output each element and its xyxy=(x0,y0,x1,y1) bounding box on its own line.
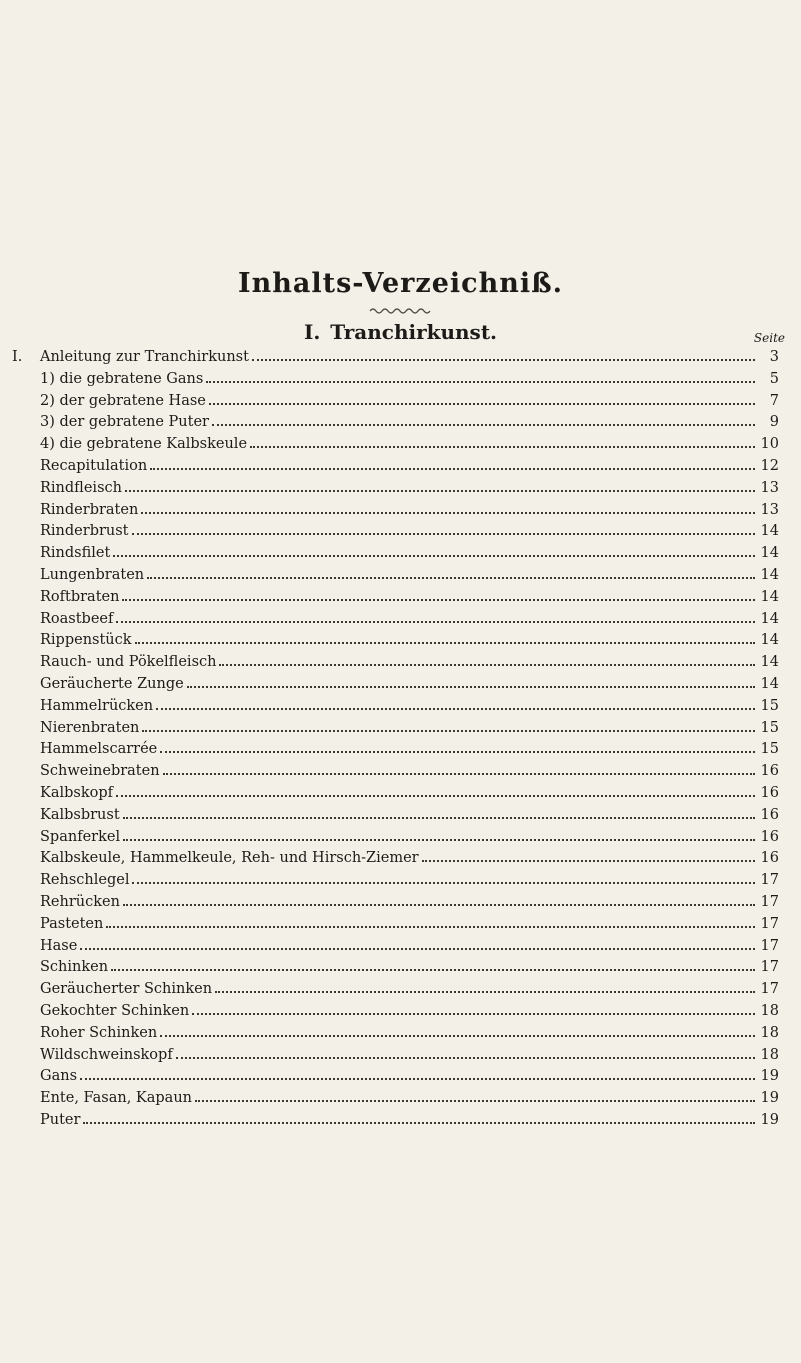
dot-leader xyxy=(160,751,755,753)
toc-entry xyxy=(0,957,801,979)
toc-entry-row xyxy=(40,892,779,914)
toc-entry xyxy=(0,805,801,827)
dot-leader xyxy=(111,969,755,971)
toc-entry-label: Rinderbrust xyxy=(40,523,129,540)
toc-entry-page: 15 xyxy=(760,719,779,736)
toc-entry-row xyxy=(40,674,779,696)
toc-entry-label: Hase xyxy=(40,937,78,954)
toc-entry-page: 19 xyxy=(760,1111,779,1128)
toc-entry xyxy=(0,630,801,652)
toc-entry-label: Gekochter Schinken xyxy=(40,1002,190,1019)
toc-entry-page: 15 xyxy=(760,697,779,714)
toc-entry-label: Ente, Fasan, Kapaun xyxy=(40,1090,192,1107)
section-title: Tranchirkunst. xyxy=(330,320,498,344)
toc-entry-row xyxy=(40,739,779,761)
toc-entry-page: 18 xyxy=(760,1002,779,1019)
dot-leader xyxy=(176,1057,755,1059)
toc-entry-row xyxy=(40,936,779,958)
toc-entry-row xyxy=(40,369,779,391)
toc-entry xyxy=(0,543,801,565)
toc-entry-label: Rindfleisch xyxy=(40,479,122,496)
toc-entry-label: 4) die gebratene Kalbskeule xyxy=(40,436,248,453)
section-heading xyxy=(0,320,801,344)
toc-entry-page: 16 xyxy=(760,784,779,801)
toc-entry-page: 14 xyxy=(760,588,779,605)
toc-entry xyxy=(0,587,801,609)
toc-entry-row xyxy=(40,1088,779,1110)
toc-entry-label: Rindsfilet xyxy=(40,545,111,562)
toc-entry-row xyxy=(40,696,779,718)
toc-entry-page: 16 xyxy=(760,763,779,780)
dot-leader xyxy=(123,817,755,819)
toc-list xyxy=(0,347,801,1132)
dot-leader xyxy=(122,599,755,601)
toc-entry xyxy=(0,761,801,783)
toc-entry xyxy=(0,1066,801,1088)
toc-entry-page: 17 xyxy=(760,915,779,932)
toc-entry-page: 9 xyxy=(769,414,779,431)
toc-entry-label: Geräucherter Schinken xyxy=(40,981,213,998)
toc-entry-label: Lungenbraten xyxy=(40,566,145,583)
page-title: Inhalts-Verzeichniß. xyxy=(237,268,564,299)
toc-entry-page: 19 xyxy=(760,1068,779,1085)
toc-entry-label: Rauch- und Pökelfleisch xyxy=(40,654,217,671)
toc-entry-row xyxy=(40,630,779,652)
toc-entry-label: 3) der gebratene Puter xyxy=(40,414,209,431)
toc-entry xyxy=(0,369,801,391)
toc-entry-row xyxy=(40,1001,779,1023)
toc-entry xyxy=(0,347,801,369)
toc-entry xyxy=(0,914,801,936)
dot-leader xyxy=(132,882,755,884)
dot-leader xyxy=(252,359,755,361)
toc-entry-row xyxy=(40,565,779,587)
toc-entry-page: 13 xyxy=(760,479,779,496)
dot-leader xyxy=(80,1078,755,1080)
dot-leader xyxy=(209,403,755,405)
toc-entry-label: Kalbskopf xyxy=(40,784,114,801)
toc-entry-page: 14 xyxy=(760,566,779,583)
toc-entry-page: 19 xyxy=(760,1090,779,1107)
toc-entry-label: Puter xyxy=(40,1111,81,1128)
toc-entry-page: 3 xyxy=(769,349,779,365)
toc-entry xyxy=(0,827,801,849)
toc-entry-row xyxy=(40,391,779,413)
dot-leader xyxy=(215,991,755,993)
toc-entry xyxy=(0,783,801,805)
section-number: I. xyxy=(303,320,321,344)
toc-entry-row xyxy=(40,456,779,478)
page-column-label: Seite xyxy=(753,331,785,345)
toc-entry-label: Schinken xyxy=(40,959,109,976)
toc-entry-row xyxy=(40,914,779,936)
toc-entry-row xyxy=(40,1023,779,1045)
toc-entry xyxy=(0,718,801,740)
toc-entry-label: Anleitung zur Tranchirkunst xyxy=(40,349,249,365)
toc-entry-label: Rinderbraten xyxy=(40,501,139,518)
toc-entry-row xyxy=(40,979,779,1001)
toc-entry xyxy=(0,609,801,631)
dot-leader xyxy=(187,686,755,688)
toc-entry-label: Recapitulation xyxy=(40,457,148,474)
toc-entry-row xyxy=(40,587,779,609)
toc-entry xyxy=(0,696,801,718)
toc-entry-row xyxy=(40,848,779,870)
toc-entry-row xyxy=(40,761,779,783)
dot-leader xyxy=(80,948,755,950)
toc-entry-label: Roftbraten xyxy=(40,588,120,605)
dot-leader xyxy=(156,708,755,710)
toc-entry-label: Rippenstück xyxy=(40,632,132,649)
toc-entry-row xyxy=(40,1110,779,1132)
toc-entry-label: Hammelscarrée xyxy=(40,741,158,758)
toc-entry-roman: I. xyxy=(12,349,23,365)
toc-entry-page: 17 xyxy=(760,937,779,954)
toc-entry-label: Gans xyxy=(40,1068,78,1085)
toc-entry-label: Rehschlegel xyxy=(40,872,130,889)
toc-entry-label: Pasteten xyxy=(40,915,104,932)
toc-entry-page: 17 xyxy=(760,959,779,976)
dot-leader xyxy=(135,642,755,644)
toc-entry xyxy=(0,478,801,500)
toc-entry-page: 15 xyxy=(760,741,779,758)
toc-entry-page: 14 xyxy=(760,675,779,692)
toc-entry xyxy=(0,1023,801,1045)
toc-entry xyxy=(0,739,801,761)
dot-leader xyxy=(192,1013,755,1015)
toc-entry-row xyxy=(40,412,779,434)
dot-leader xyxy=(147,577,755,579)
toc-entry xyxy=(0,674,801,696)
toc-entry-page: 13 xyxy=(760,501,779,518)
toc-entry-page: 7 xyxy=(769,392,779,409)
toc-entry-page: 17 xyxy=(760,872,779,889)
toc-entry xyxy=(0,456,801,478)
dot-leader xyxy=(141,512,755,514)
dot-leader xyxy=(125,490,755,492)
toc-entry-row xyxy=(40,1066,779,1088)
dot-leader xyxy=(206,381,755,383)
toc-entry-label: Schweinebraten xyxy=(40,763,160,780)
toc-entry-label: Hammelrücken xyxy=(40,697,154,714)
toc-entry xyxy=(0,652,801,674)
toc-entry xyxy=(0,521,801,543)
toc-entry-row xyxy=(40,347,779,369)
toc-entry-label: Roastbeef xyxy=(40,610,114,627)
dot-leader xyxy=(106,926,755,928)
toc-entry-row xyxy=(40,783,779,805)
dot-leader xyxy=(160,1035,755,1037)
toc-entry-page: 18 xyxy=(760,1024,779,1041)
toc-entry-page: 14 xyxy=(760,545,779,562)
toc-entry-page: 14 xyxy=(760,632,779,649)
toc-entry-label: 2) der gebratene Hase xyxy=(40,392,206,409)
toc-entry xyxy=(0,1045,801,1067)
dot-leader xyxy=(219,664,755,666)
dot-leader xyxy=(113,555,755,557)
toc-entry-row xyxy=(40,500,779,522)
toc-entry-label: Geräucherte Zunge xyxy=(40,675,184,692)
toc-entry xyxy=(0,412,801,434)
dot-leader xyxy=(123,904,755,906)
toc-entry-page: 14 xyxy=(760,523,779,540)
toc-entry xyxy=(0,848,801,870)
toc-entry xyxy=(0,1110,801,1132)
toc-entry-label: Kalbskeule, Hammelkeule, Reh- und Hirsch-Ziemer xyxy=(40,850,419,867)
toc-entry-page: 18 xyxy=(760,1046,779,1063)
toc-entry-page: 14 xyxy=(760,654,779,671)
toc-entry xyxy=(0,565,801,587)
toc-entry xyxy=(0,979,801,1001)
dot-leader xyxy=(116,795,755,797)
dot-leader xyxy=(123,839,755,841)
dot-leader xyxy=(150,468,755,470)
toc-entry xyxy=(0,500,801,522)
toc-entry-row xyxy=(40,870,779,892)
toc-entry-label: 1) die gebratene Gans xyxy=(40,370,204,387)
toc-entry-label: Rehrücken xyxy=(40,893,120,910)
dot-leader xyxy=(83,1122,755,1124)
toc-entry-row xyxy=(40,827,779,849)
dot-leader xyxy=(163,773,755,775)
toc-entry-label: Spanferkel xyxy=(40,828,121,845)
dot-leader xyxy=(422,860,755,862)
toc-entry xyxy=(0,870,801,892)
dot-leader xyxy=(250,446,755,448)
toc-entry-row xyxy=(40,805,779,827)
toc-entry xyxy=(0,1088,801,1110)
toc-entry-page: 10 xyxy=(760,436,779,453)
toc-entry-page: 17 xyxy=(760,893,779,910)
toc-entry-page: 17 xyxy=(760,981,779,998)
toc-entry-label: Wildschweinskopf xyxy=(40,1046,173,1063)
toc-entry-row xyxy=(40,521,779,543)
toc-entry xyxy=(0,936,801,958)
dot-leader xyxy=(116,621,755,623)
dot-leader xyxy=(212,424,755,426)
toc-entry-row xyxy=(40,434,779,456)
toc-entry-row xyxy=(40,609,779,631)
toc-entry xyxy=(0,391,801,413)
toc-entry-label: Roher Schinken xyxy=(40,1024,158,1041)
toc-entry-page: 16 xyxy=(760,806,779,823)
toc-entry-page: 12 xyxy=(760,457,779,474)
toc-entry-page: 16 xyxy=(760,850,779,867)
toc-entry-row xyxy=(40,957,779,979)
dot-leader xyxy=(132,533,755,535)
toc-entry-page: 5 xyxy=(769,370,779,387)
toc-entry-row xyxy=(40,718,779,740)
toc-entry-page: 16 xyxy=(760,828,779,845)
toc-entry-row xyxy=(40,1045,779,1067)
toc-entry-label: Kalbsbrust xyxy=(40,806,120,823)
toc-entry xyxy=(0,892,801,914)
toc-entry-row xyxy=(40,652,779,674)
dot-leader xyxy=(142,730,755,732)
toc-entry-row xyxy=(40,543,779,565)
toc-entry xyxy=(0,1001,801,1023)
toc-entry-page: 14 xyxy=(760,610,779,627)
toc-entry xyxy=(0,434,801,456)
dot-leader xyxy=(195,1100,755,1102)
toc-entry-row xyxy=(40,478,779,500)
toc-entry-label: Nierenbraten xyxy=(40,719,140,736)
wavy-ornament-icon xyxy=(368,306,434,316)
